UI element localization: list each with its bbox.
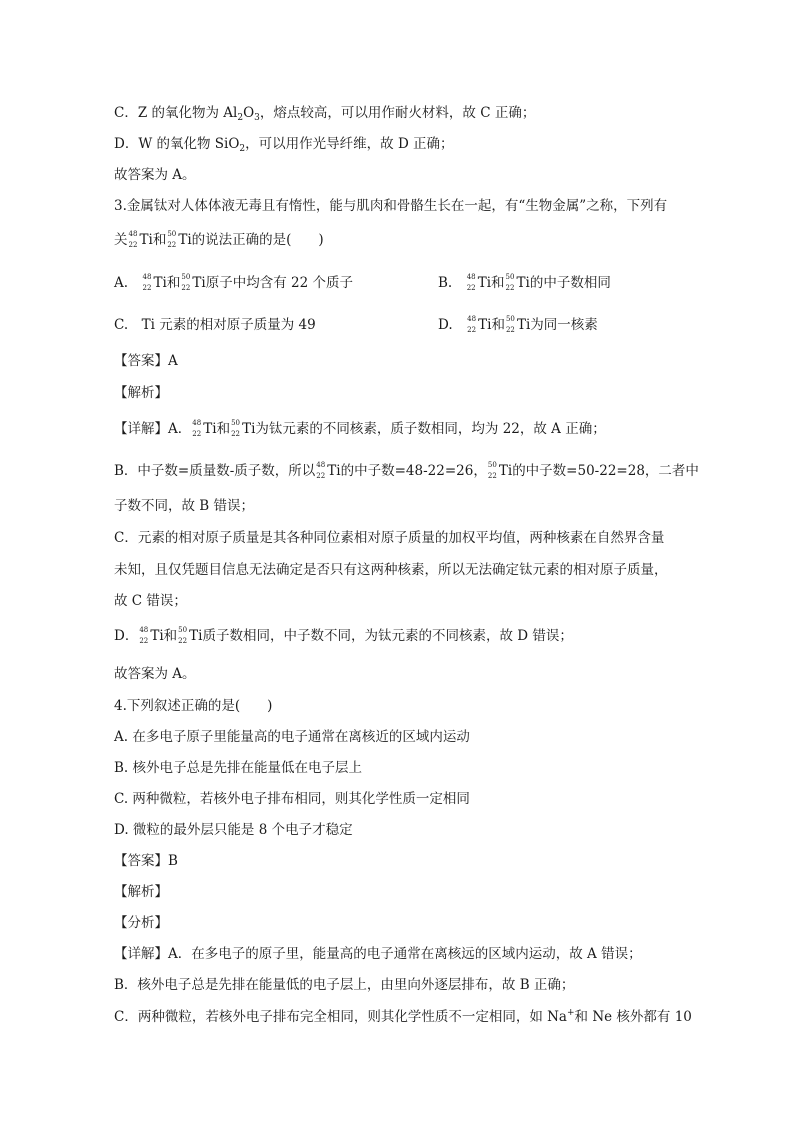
element-symbol: Ti [477,275,492,291]
explanation-line: C．元素的相对原子质量是其各种同位素相对原子质量的加权平均值，两种核素在自然界含量 [114,530,665,546]
element-symbol: Ti [498,463,513,479]
element-symbol: Ti [478,317,492,333]
mass-number: 48 [142,273,152,281]
superscript: + [566,1008,575,1018]
text-segment: 的说法正确的是( ) [191,232,324,248]
question-stem [114,230,324,250]
explanation-line [114,419,606,439]
subscript: 2 [239,144,246,154]
element-symbol: Ti [192,275,206,291]
element-symbol: Ti [516,317,531,333]
atomic-number: 22 [181,284,191,292]
nuclide-ti50 [167,232,178,248]
nuclide-ti48 [467,317,478,333]
text-line: 故答案为 A。 [114,167,196,183]
text-segment: 原子中均含有 22 个质子 [205,275,353,291]
atomic-number: 22 [142,284,152,292]
nuclide-ti48 [192,421,203,437]
text-segment: ，可以用作光导纤维，故 D 正确； [245,136,454,152]
text-segment: ，熔点较高，可以用作耐火材料，故 C 正确； [259,105,536,121]
text-segment: 为钛元素的不同核素，质子数相同，均为 22，故 A 正确； [255,421,606,437]
text-segment: O [243,105,255,121]
nuclide-ti48 [316,463,327,479]
text-segment: D． [114,628,139,644]
text-segment: 和 [166,275,181,291]
option-d: D. 微粒的最外层只能是 8 个电子才稳定 [114,822,353,838]
mass-number: 48 [192,419,202,427]
option-a: A. 在多电子原子里能量高的电子通常在离核近的区域内运动 [114,729,470,745]
mass-number: 50 [178,626,188,634]
element-symbol: Ti [178,232,192,248]
text-segment: 和 [491,317,505,333]
atomic-number: 22 [192,430,202,438]
mass-number: 48 [139,626,149,634]
final-answer-line: 故答案为 A。 [114,666,196,682]
text-segment: 【详解】A． [114,421,192,437]
option-d [438,315,598,335]
question-stem: 3.金属钛对人体体液无毒且有惰性，能与肌肉和骨骼生长在一起，有“生物金属”之称，下列有 [114,198,668,214]
analysis-label: 【解析】 [114,884,168,900]
text-segment: 关 [114,232,128,248]
text-segment: 的中子数=48-22=26， [340,463,487,479]
atomic-number: 22 [128,241,138,249]
mass-number: 48 [467,315,477,323]
atomic-number: 22 [231,430,240,438]
nuclide-ti48 [467,275,478,291]
nuclide-ti48 [139,628,150,644]
text-segment: 和 [491,275,505,291]
mass-number: 50 [505,273,515,281]
explanation-line: B．核外电子总是先排在能量低的电子层上，由里向外逐层排布，故 B 正确； [114,977,575,993]
fenxi-label: 【分析】 [114,915,168,931]
mass-number: 48 [466,273,476,281]
atomic-number: 22 [316,472,326,480]
answer-label: 【答案】A [114,353,178,369]
atomic-number: 22 [139,637,149,645]
option-b: B. 核外电子总是先排在能量低在电子层上 [114,760,363,776]
option-label: A. [114,275,142,291]
text-segment: C．Z 的氧化物为 Al [114,105,238,121]
explanation-line: 未知，且仅凭题目信息无法确定是否只有这两种核素，所以无法确定钛元素的相对原子质量， [114,562,668,578]
text-segment: 和 [216,421,231,437]
analysis-label: 【解析】 [114,385,168,401]
atomic-number: 22 [167,241,177,249]
element-symbol: Ti [327,463,341,479]
nuclide-ti50 [506,275,517,291]
mass-number: 50 [231,419,240,427]
text-segment: C．两种微粒，若核外电子排布完全相同，则其化学性质不一定相同，如 Na [114,1009,567,1025]
subscript: 2 [237,113,244,123]
explanation-line: 【详解】A．在多电子的原子里，能量高的电子通常在离核远的区域内运动，故 A 错误； [114,946,642,962]
element-symbol: Ti [153,275,167,291]
nuclide-ti48 [143,275,154,291]
option-label: B. [438,275,466,291]
text-segment: 和 [163,628,178,644]
atomic-number: 22 [487,472,497,480]
atomic-number: 22 [467,326,477,334]
text-line [114,103,535,123]
mass-number: 50 [505,315,515,323]
text-segment: 的中子数=50-22=28，二者中 [512,463,699,479]
element-symbol: Ti [150,628,164,644]
option-a [114,273,353,293]
atomic-number: 22 [505,326,515,334]
text-segment: 为同一核素 [530,317,598,333]
element-symbol: Ti [139,232,153,248]
explanation-line [114,461,699,481]
answer-label: 【答案】B [114,853,178,869]
mass-number: 50 [487,461,497,469]
nuclide-ti50 [178,628,189,644]
explanation-line [114,1007,692,1027]
mass-number: 50 [181,273,191,281]
nuclide-ti50 [231,421,242,437]
option-label: D. [438,317,467,333]
option-c: C. 两种微粒，若核外电子排布相同，则其化学性质一定相同 [114,791,470,807]
mass-number: 48 [316,461,326,469]
nuclide-ti50 [181,275,192,291]
mass-number: 50 [167,230,177,238]
text-segment: D．W 的氧化物 SiO [114,136,240,152]
element-symbol: Ti [203,421,217,437]
atomic-number: 22 [505,284,515,292]
element-symbol: Ti [242,421,256,437]
text-segment: 的中子数相同 [529,275,611,291]
text-segment: 和 Ne 核外都有 10 [574,1009,692,1025]
text-segment: 和 [152,232,167,248]
option-b [438,273,611,293]
text-segment: B．中子数=质量数-质子数，所以 [114,463,316,479]
explanation-line [114,626,573,646]
atomic-number: 22 [178,637,188,645]
text-segment: 质子数相同，中子数不同，为钛元素的不同核素，故 D 错误； [202,628,573,644]
question-stem: 4.下列叙述正确的是( ) [114,698,273,714]
element-symbol: Ti [516,275,530,291]
element-symbol: Ti [189,628,203,644]
explanation-line: 故 C 错误； [114,593,187,609]
text-line [114,134,454,154]
mass-number: 48 [128,230,138,238]
nuclide-ti48 [129,232,140,248]
atomic-number: 22 [466,284,476,292]
nuclide-ti50 [506,317,517,333]
option-c: C. Ti 元素的相对原子质量为 49 [114,317,316,333]
explanation-line: 子数不同，故 B 错误； [114,498,255,514]
nuclide-ti50 [488,463,499,479]
subscript: 3 [254,113,260,123]
